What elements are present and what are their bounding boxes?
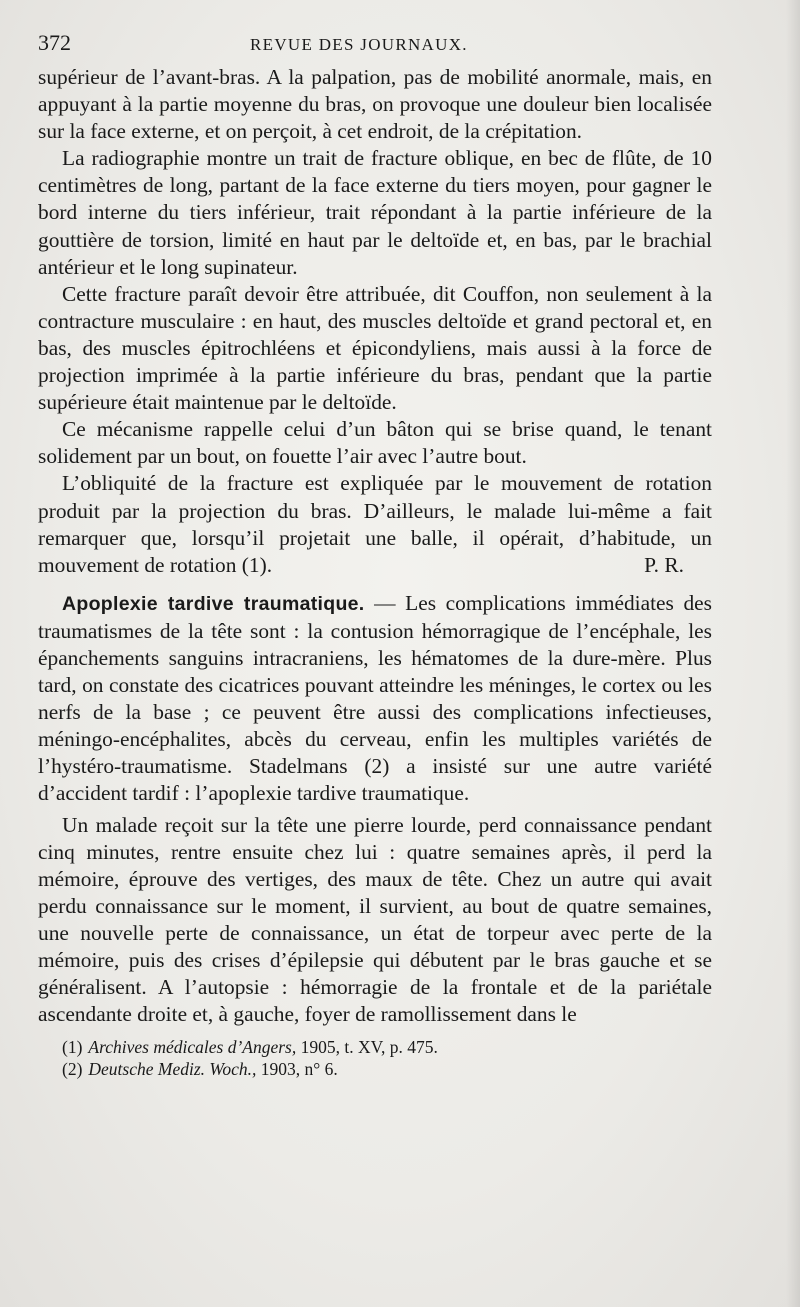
footnote-source: Archives médicales d’Angers, <box>88 1037 297 1058</box>
footnote-source: Deutsche Mediz. Woch., <box>88 1059 257 1080</box>
paragraph-text: L’obliquité de la fracture est expliquée par le mouvement de rotation produit par la projection du bras. D’ailleurs, le malade lui-même a fait remarquer que, lorsqu’il projetait une balle, il opérait, d’habitude, un mouvement de rotation (1). <box>38 471 712 577</box>
paragraph-text: La radiographie montre un trait de fracture oblique, en bec de flûte, de 10 centimètres de long, partant de la face externe du tiers moyen, pour gagner le bord interne du tiers inférieur, trait répondant à la partie inférieure de la gouttière de torsion, limité en haut par le deltoïde et, en bas, par le brachial antérieur et le long supinateur. <box>38 146 712 279</box>
body-text <box>38 64 712 1028</box>
footnote-marker: (1) <box>62 1037 83 1058</box>
paragraph-text: Un malade reçoit sur la tête une pierre lourde, perd connaissance pendant cinq minutes, rentre ensuite chez lui : quatre semaines après, il perd la mémoire, éprouve des vertiges, des maux de tête. Chez un autre qui avait perdu connaissance sur le moment, il survient, au bout de quatre semaines, une nouvelle perte de connaissance, un état de torpeur avec perte de la mémoire, puis des crises d’épilepsie qui débutent par le bras gauche et se généralisent. A l’autopsie : hémorragie de la frontale et de la pariétale ascendante droite et, à gauche, foyer de ramollissement dans le <box>38 812 712 1027</box>
page-edge-shadow <box>786 0 800 1307</box>
paragraph <box>38 64 712 145</box>
footnote <box>62 1058 712 1080</box>
paragraph-text: — Les complications immédiates des traumatismes de la tête sont : la contusion hémorragique de l’encéphale, les épanchements sanguins intracraniens, les hématomes de la dure-mère. Plus tard, on constate des cicatrices pouvant atteindre les méninges, le cortex ou les nerfs de la base ; ce peuvent être aussi des complications infectieuses, méningo-encéphalites, abcès du cerveau, enfin les multiples variétés de l’hystéro-traumatisme. Stadelmans (2) a insisté sur une autre variété d’accident tardif : l’apoplexie tardive traumatique. <box>38 590 712 806</box>
page-number: 372 <box>38 30 71 55</box>
footnote <box>62 1036 712 1058</box>
paragraph <box>38 281 712 416</box>
paragraph-text: Cette fracture paraît devoir être attribuée, dit Couffon, non seulement à la contracture musculaire : en haut, des muscles deltoïde et grand pectoral et, en bas, des muscles épitrochléens et épicondyliens, mais aussi à la force de projection imprimée à la partie inférieure du bras, pendant que la partie supérieure était maintenue par le deltoïde. <box>38 281 712 415</box>
paragraph <box>38 812 712 1029</box>
paragraph <box>38 416 712 470</box>
paragraph <box>38 470 712 578</box>
page <box>38 30 712 1080</box>
page-header <box>38 30 712 64</box>
footnote-marker: (2) <box>62 1059 83 1080</box>
footnote-detail: 1905, t. XV, p. 475. <box>296 1037 438 1058</box>
paragraph-text: Ce mécanisme rappelle celui d’un bâton qui se brise quand, le tenant solidement par un bout, on fouette l’air avec l’autre bout. <box>38 417 712 469</box>
running-head: REVUE DES JOURNAUX. <box>250 35 468 54</box>
paragraph <box>38 145 712 280</box>
author-initials: P. R. <box>644 552 684 577</box>
section-title: Apoplexie tardive traumatique. <box>62 592 365 615</box>
footnote-detail: 1903, n° 6. <box>256 1059 338 1080</box>
footnotes <box>38 1036 712 1080</box>
paragraph-text: supérieur de l’avant-bras. A la palpation, pas de mobilité anormale, mais, en appuyant à la partie moyenne du bras, on provoque une douleur bien localisée sur la face externe, et on perçoit, à cet endroit, de la crépitation. <box>38 65 712 144</box>
section-paragraph <box>38 590 712 808</box>
